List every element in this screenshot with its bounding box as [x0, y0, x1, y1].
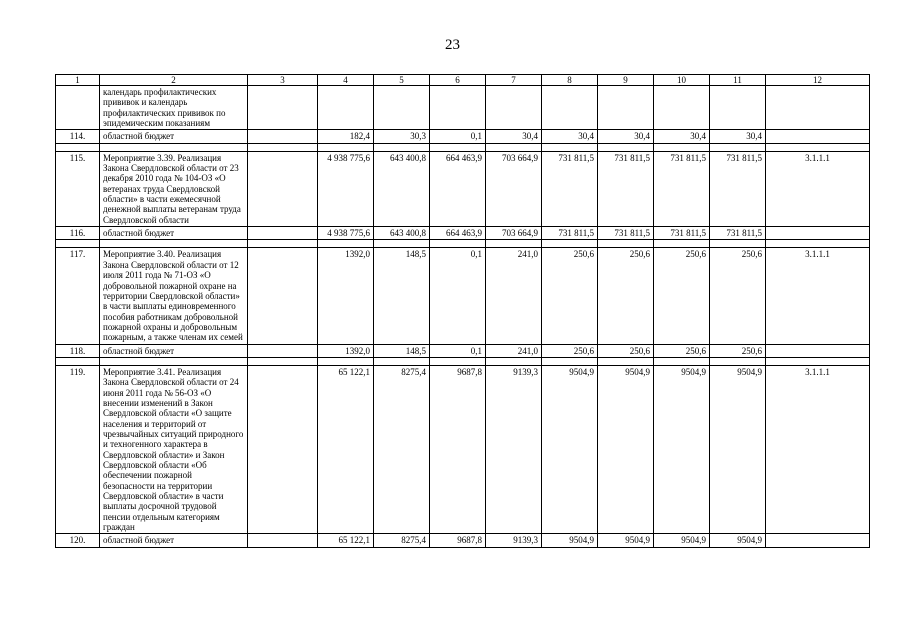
empty-cell — [248, 151, 318, 226]
table-row — [56, 227, 870, 240]
row-description: Мероприятие 3.40. Реализация Закона Свердловской области от 12 июля 2011 года № 71-ОЗ «О добровольной пожарной охране на территории Свердловской области» в части выплаты единовременного пособия работникам добровольной пожарной охраны и добровольным пожарным, а также членам их семей — [100, 248, 248, 344]
row-description: областной бюджет — [100, 227, 248, 240]
value-cell: 9687,8 — [430, 365, 486, 534]
value-cell: 731 811,5 — [710, 227, 766, 240]
spacer-row — [56, 357, 870, 365]
row-number: 120. — [56, 534, 100, 547]
spacer-row — [56, 143, 870, 151]
value-cell: 9139,3 — [486, 534, 542, 547]
column-header: 2 — [100, 75, 248, 86]
value-cell: 9504,9 — [710, 534, 766, 547]
value-cell: 30,4 — [654, 130, 710, 143]
spacer-cell — [710, 357, 766, 365]
row-number: 117. — [56, 248, 100, 344]
table-row — [56, 86, 870, 130]
spacer-cell — [430, 143, 486, 151]
row-number: 116. — [56, 227, 100, 240]
value-cell — [710, 86, 766, 130]
value-cell: 148,5 — [374, 344, 430, 357]
value-cell: 8275,4 — [374, 365, 430, 534]
value-cell: 65 122,1 — [318, 365, 374, 534]
empty-cell — [248, 365, 318, 534]
value-cell: 250,6 — [654, 248, 710, 344]
spacer-cell — [542, 357, 598, 365]
spacer-cell — [318, 143, 374, 151]
spacer-cell — [56, 357, 100, 365]
spacer-cell — [598, 240, 654, 248]
row-description: Мероприятие 3.41. Реализация Закона Свердловской области от 24 июня 2011 года № 56-ОЗ «О внесении изменений в Закон Свердловской области «О защите населения и территорий от чрезвычайных ситуаций природного и техногенного характера в Свердловской области» и Закон Свердловской области «Об обеспечении пожарной безопасности на территории Свердловской области» в части выплаты досрочной трудовой пенсии отдельным категориям граждан — [100, 365, 248, 534]
value-cell: 0,1 — [430, 248, 486, 344]
value-cell: 9504,9 — [598, 365, 654, 534]
spacer-cell — [486, 240, 542, 248]
spacer-cell — [248, 240, 318, 248]
target-code — [766, 534, 870, 547]
column-header: 3 — [248, 75, 318, 86]
value-cell: 731 811,5 — [542, 151, 598, 226]
row-number: 118. — [56, 344, 100, 357]
value-cell: 9687,8 — [430, 534, 486, 547]
value-cell: 9504,9 — [542, 365, 598, 534]
target-code — [766, 130, 870, 143]
spacer-cell — [374, 357, 430, 365]
value-cell — [542, 86, 598, 130]
value-cell: 9504,9 — [598, 534, 654, 547]
spacer-cell — [248, 357, 318, 365]
row-number: 114. — [56, 130, 100, 143]
value-cell: 250,6 — [598, 344, 654, 357]
value-cell: 703 664,9 — [486, 151, 542, 226]
value-cell: 182,4 — [318, 130, 374, 143]
value-cell: 0,1 — [430, 130, 486, 143]
spacer-cell — [766, 240, 870, 248]
spacer-cell — [766, 357, 870, 365]
spacer-cell — [654, 143, 710, 151]
value-cell: 250,6 — [542, 248, 598, 344]
value-cell: 241,0 — [486, 344, 542, 357]
row-description: областной бюджет — [100, 344, 248, 357]
spacer-cell — [100, 357, 248, 365]
spacer-cell — [318, 357, 374, 365]
spacer-cell — [542, 143, 598, 151]
value-cell: 643 400,8 — [374, 227, 430, 240]
value-cell: 250,6 — [598, 248, 654, 344]
spacer-cell — [100, 240, 248, 248]
column-header: 8 — [542, 75, 598, 86]
value-cell: 30,3 — [374, 130, 430, 143]
row-number — [56, 86, 100, 130]
value-cell: 703 664,9 — [486, 227, 542, 240]
spacer-cell — [248, 143, 318, 151]
value-cell — [430, 86, 486, 130]
row-description: Мероприятие 3.39. Реализация Закона Свердловской области от 23 декабря 2010 года № 104-ОЗ «О ветеранах труда Свердловской области» в части ежемесячной денежной выплаты ветеранам труда Свердловской области — [100, 151, 248, 226]
value-cell: 30,4 — [542, 130, 598, 143]
value-cell — [374, 86, 430, 130]
spacer-cell — [486, 143, 542, 151]
value-cell: 30,4 — [486, 130, 542, 143]
table-row — [56, 130, 870, 143]
spacer-cell — [766, 143, 870, 151]
column-header: 7 — [486, 75, 542, 86]
column-header: 11 — [710, 75, 766, 86]
spacer-cell — [430, 240, 486, 248]
value-cell: 664 463,9 — [430, 151, 486, 226]
target-code: 3.1.1.1 — [766, 248, 870, 344]
spacer-cell — [710, 143, 766, 151]
spacer-cell — [654, 240, 710, 248]
value-cell: 0,1 — [430, 344, 486, 357]
column-header: 6 — [430, 75, 486, 86]
empty-cell — [248, 534, 318, 547]
table-row — [56, 534, 870, 547]
value-cell — [318, 86, 374, 130]
table-row — [56, 365, 870, 534]
target-code — [766, 344, 870, 357]
value-cell: 65 122,1 — [318, 534, 374, 547]
value-cell: 731 811,5 — [654, 151, 710, 226]
value-cell: 30,4 — [710, 130, 766, 143]
budget-table — [55, 74, 870, 548]
value-cell: 9504,9 — [654, 365, 710, 534]
value-cell: 8275,4 — [374, 534, 430, 547]
empty-cell — [248, 248, 318, 344]
spacer-cell — [100, 143, 248, 151]
column-header: 4 — [318, 75, 374, 86]
value-cell: 731 811,5 — [654, 227, 710, 240]
page-number: 23 — [445, 37, 460, 53]
value-cell: 9139,3 — [486, 365, 542, 534]
value-cell: 250,6 — [710, 344, 766, 357]
table-row — [56, 151, 870, 226]
header-row — [56, 75, 870, 86]
value-cell: 241,0 — [486, 248, 542, 344]
target-code — [766, 227, 870, 240]
column-header: 10 — [654, 75, 710, 86]
target-code — [766, 86, 870, 130]
spacer-cell — [598, 143, 654, 151]
spacer-row — [56, 240, 870, 248]
column-header: 12 — [766, 75, 870, 86]
spacer-cell — [542, 240, 598, 248]
value-cell: 1392,0 — [318, 344, 374, 357]
value-cell: 250,6 — [542, 344, 598, 357]
value-cell: 250,6 — [710, 248, 766, 344]
spacer-cell — [710, 240, 766, 248]
row-number: 119. — [56, 365, 100, 534]
value-cell: 731 811,5 — [710, 151, 766, 226]
value-cell: 9504,9 — [710, 365, 766, 534]
value-cell: 1392,0 — [318, 248, 374, 344]
value-cell: 9504,9 — [542, 534, 598, 547]
value-cell: 731 811,5 — [598, 151, 654, 226]
column-header: 1 — [56, 75, 100, 86]
value-cell: 250,6 — [654, 344, 710, 357]
value-cell: 664 463,9 — [430, 227, 486, 240]
value-cell — [654, 86, 710, 130]
column-header: 5 — [374, 75, 430, 86]
column-header: 9 — [598, 75, 654, 86]
row-description: областной бюджет — [100, 534, 248, 547]
spacer-cell — [486, 357, 542, 365]
spacer-cell — [598, 357, 654, 365]
value-cell: 9504,9 — [654, 534, 710, 547]
value-cell: 4 938 775,6 — [318, 227, 374, 240]
value-cell: 731 811,5 — [598, 227, 654, 240]
spacer-cell — [654, 357, 710, 365]
value-cell: 30,4 — [598, 130, 654, 143]
target-code: 3.1.1.1 — [766, 365, 870, 534]
spacer-cell — [430, 357, 486, 365]
table-row — [56, 344, 870, 357]
value-cell — [598, 86, 654, 130]
table-row — [56, 248, 870, 344]
value-cell — [486, 86, 542, 130]
empty-cell — [248, 130, 318, 143]
target-code: 3.1.1.1 — [766, 151, 870, 226]
spacer-cell — [374, 240, 430, 248]
empty-cell — [248, 227, 318, 240]
empty-cell — [248, 344, 318, 357]
value-cell: 4 938 775,6 — [318, 151, 374, 226]
spacer-cell — [318, 240, 374, 248]
row-description: календарь профилактических прививок и календарь профилактических прививок по эпидемическим показаниям — [100, 86, 248, 130]
empty-cell — [248, 86, 318, 130]
spacer-cell — [374, 143, 430, 151]
value-cell: 148,5 — [374, 248, 430, 344]
spacer-cell — [56, 240, 100, 248]
value-cell: 643 400,8 — [374, 151, 430, 226]
spacer-cell — [56, 143, 100, 151]
value-cell: 731 811,5 — [542, 227, 598, 240]
row-description: областной бюджет — [100, 130, 248, 143]
row-number: 115. — [56, 151, 100, 226]
